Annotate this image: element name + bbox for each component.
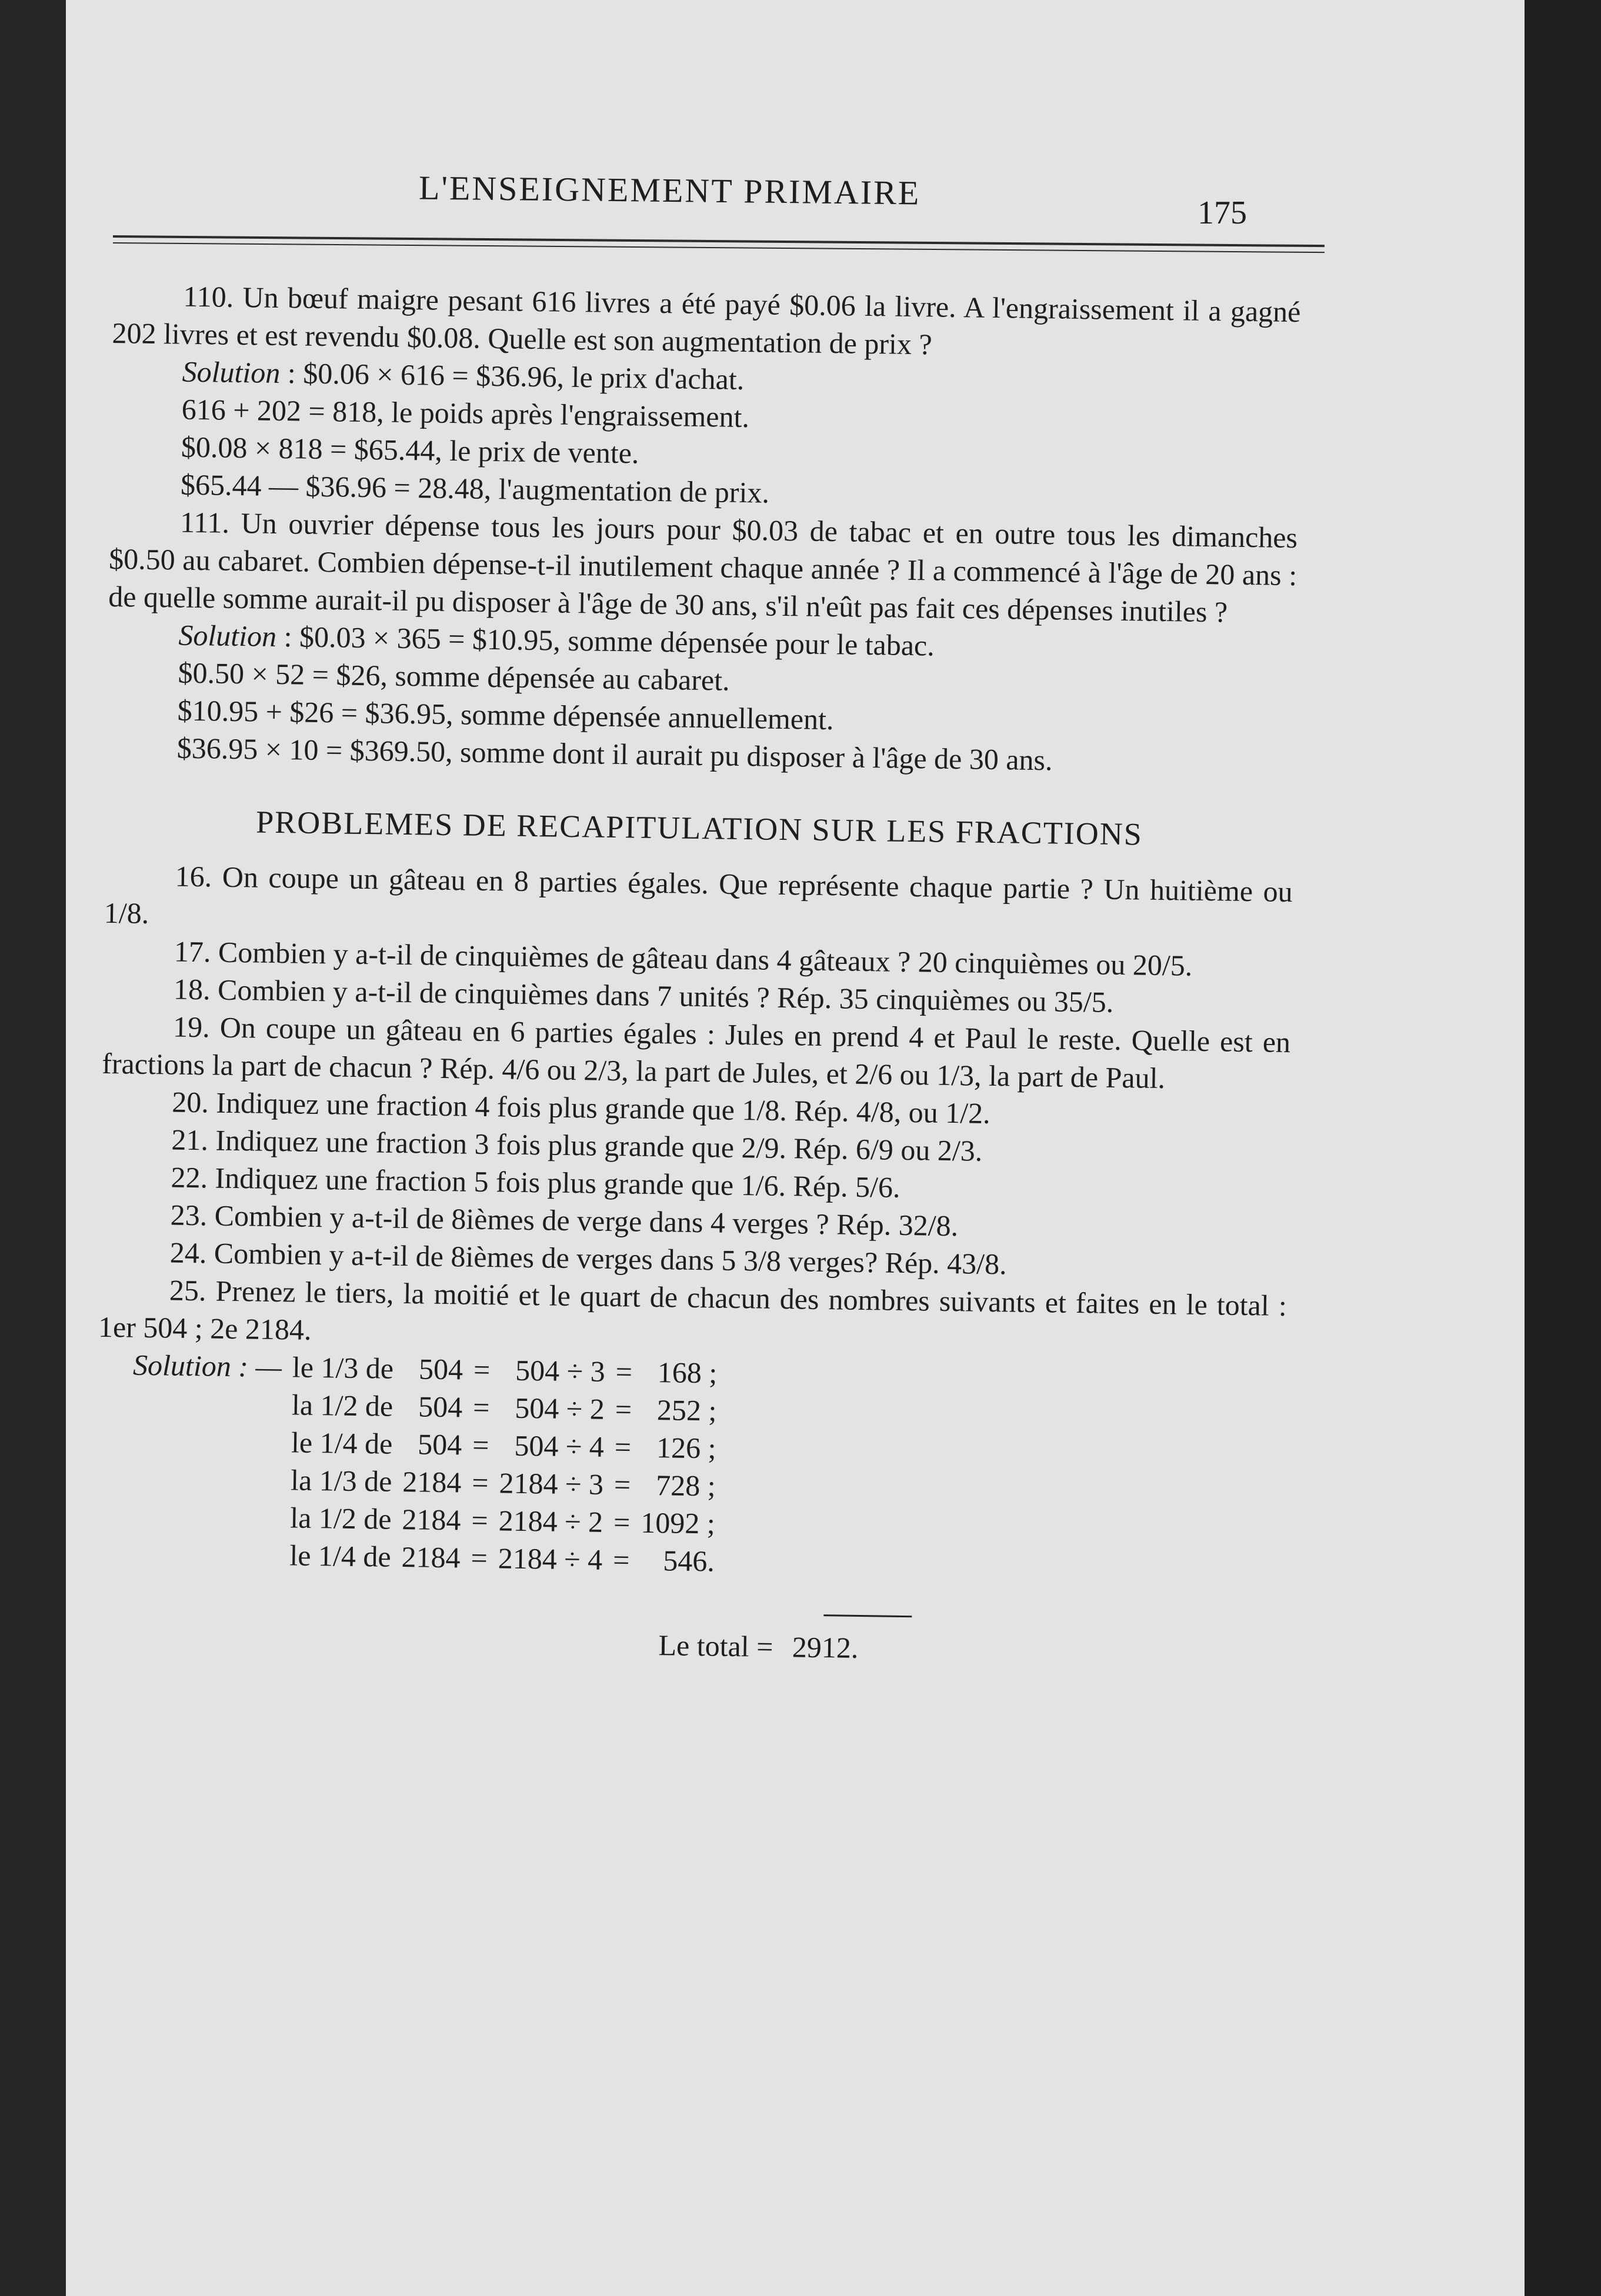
problem-23: 23. Combien y a-t-il de 8ièmes de verge dans 4 verges ? Rép. 32/8. [170, 1198, 959, 1243]
header-rule [113, 235, 1325, 247]
problem-110: 110. Un bœuf maigre pesant 616 livres a été payé $0.06 la livre. A l'engraissement il a gagné 202 livres et est revendu $0.08. Quelle est son augmentation de prix ? [112, 279, 1301, 361]
solution-row [130, 1534, 725, 1580]
solution-110 [110, 352, 1300, 519]
problem-24: 24. Combien y a-t-il de 8ièmes de verges dans 5 3/8 verges? Rép. 43/8. [169, 1236, 1007, 1281]
cell: = [473, 1353, 491, 1387]
cell: 2184 ÷ 4 [498, 1541, 603, 1576]
cell: 168 ; [657, 1356, 718, 1390]
cell: la 1/2 de [289, 1501, 392, 1536]
page-body [94, 276, 1301, 1673]
problem-19: 19. On coupe un gâteau en 6 parties égales : Jules en prend 4 et Paul le reste. Quelle est en fractions la part de chacun ? Rép. 4/6 ou 2/3, la part de Jules, et 2/6 ou 1/3, la part de Paul. [101, 1010, 1291, 1095]
total-value: 2912. [792, 1630, 859, 1664]
solution-line: : $0.03 × 365 = $10.95, somme dépensée pour le tabac. [283, 620, 935, 662]
cell: = [471, 1541, 488, 1575]
cell: 2184 ÷ 2 [498, 1504, 603, 1539]
solution-line: $10.95 + $26 = $36.95, somme dépensée annuellement. [177, 693, 834, 736]
solution-25-table [130, 1346, 728, 1580]
problem-111: 111. Un ouvrier dépense tous les jours pour $0.03 de tabac et en outre tous les dimanches $0.50 au cabaret. Combien dépense-t-il inutilement chaque année ? Il a commencé à l'âge de 20 ans : de quelle somme aurait-il pu disposer à l'âge de 30 ans, s'il n'eût pas fait ces dépenses inutiles ? [108, 505, 1298, 629]
left-page-margin [0, 0, 66, 2296]
solution-line: $65.44 — $36.96 = 28.48, l'augmentation de prix. [180, 468, 770, 509]
cell: = [472, 1428, 489, 1462]
solution-line: : $0.06 × 616 = $36.96, le prix d'achat. [287, 356, 745, 396]
solution-label: Solution : — [132, 1348, 282, 1384]
cell: = [615, 1355, 633, 1389]
cell: le 1/3 de [292, 1350, 394, 1385]
cell: 504 [418, 1390, 463, 1424]
cell: 2184 [402, 1503, 461, 1537]
problem-16: 16. On coupe un gâteau en 8 parties égales. Que représente chaque partie ? Un huitième ou 1/8. [104, 859, 1293, 930]
cell: = [612, 1543, 630, 1577]
cell: 2184 [402, 1465, 462, 1499]
cell: 2184 ÷ 3 [499, 1466, 604, 1501]
solution-line: $0.08 × 818 = $65.44, le prix de vente. [181, 430, 639, 470]
cell: 504 [417, 1427, 462, 1461]
right-page-margin [1525, 0, 1601, 2296]
cell: = [472, 1390, 490, 1424]
book-page [66, 0, 1525, 2296]
cell: 728 ; [655, 1469, 716, 1503]
cell: 126 ; [656, 1431, 716, 1465]
page-number: 175 [1198, 195, 1247, 231]
solution-label: Solution [182, 355, 281, 389]
cell: = [614, 1430, 632, 1464]
cell: 2184 [401, 1540, 461, 1574]
cell: 252 ; [656, 1393, 717, 1427]
cell: = [471, 1503, 489, 1537]
solution-line: $0.50 × 52 = $26, somme dépensée au cabaret. [178, 656, 730, 697]
cell: = [472, 1466, 489, 1500]
section-title: PROBLEMES DE RECAPITULATION SUR LES FRACTIONS [255, 804, 1143, 852]
problem-25: 25. Prenez le tiers, la moitié et le quart de chacun des nombres suivants et faites en le total : 1er 504 ; 2e 2184. [98, 1273, 1288, 1346]
total-label: Le total = [658, 1628, 773, 1663]
problem-21: 21. Indiquez une fraction 3 fois plus grande que 2/9. Rép. 6/9 ou 2/3. [171, 1123, 983, 1167]
solution-line: 616 + 202 = 818, le poids après l'engraissement. [181, 392, 750, 434]
cell: 504 ÷ 4 [514, 1429, 605, 1463]
cell: 1092 ; [640, 1506, 716, 1540]
solution-line: $36.95 × 10 = $369.50, somme dont il aurait pu disposer à l'âge de 30 ans. [176, 731, 1053, 777]
problem-17: 17. Combien y a-t-il de cinquièmes de gâteau dans 4 gâteaux ? 20 cinquièmes ou 20/5. [174, 935, 1193, 982]
cell: = [613, 1506, 631, 1539]
cell: 546. [662, 1544, 715, 1578]
problem-18: 18. Combien y a-t-il de cinquièmes dans 7 unités ? Rép. 35 cinquièmes ou 35/5. [173, 972, 1114, 1019]
solution-label: Solution [178, 618, 277, 653]
cell: le 1/4 de [291, 1426, 393, 1460]
cell: = [615, 1393, 632, 1426]
cell: = [613, 1468, 631, 1501]
solution-111 [106, 615, 1296, 782]
running-header: L'ENSEIGNEMENT PRIMAIRE [418, 168, 921, 212]
cell: 504 [418, 1352, 463, 1386]
solution-25 [94, 1346, 1286, 1673]
cell: la 1/3 de [290, 1463, 392, 1498]
problem-20: 20. Indiquez une fraction 4 fois plus grande que 1/8. Rép. 4/8, ou 1/2. [172, 1085, 991, 1130]
cell: 504 ÷ 2 [514, 1391, 605, 1426]
cell: 504 ÷ 3 [515, 1353, 606, 1388]
cell: la 1/2 de [291, 1388, 393, 1423]
problem-22: 22. Indiquez une fraction 5 fois plus grande que 1/6. Rép. 5/6. [171, 1160, 900, 1204]
cell: le 1/4 de [289, 1539, 392, 1573]
